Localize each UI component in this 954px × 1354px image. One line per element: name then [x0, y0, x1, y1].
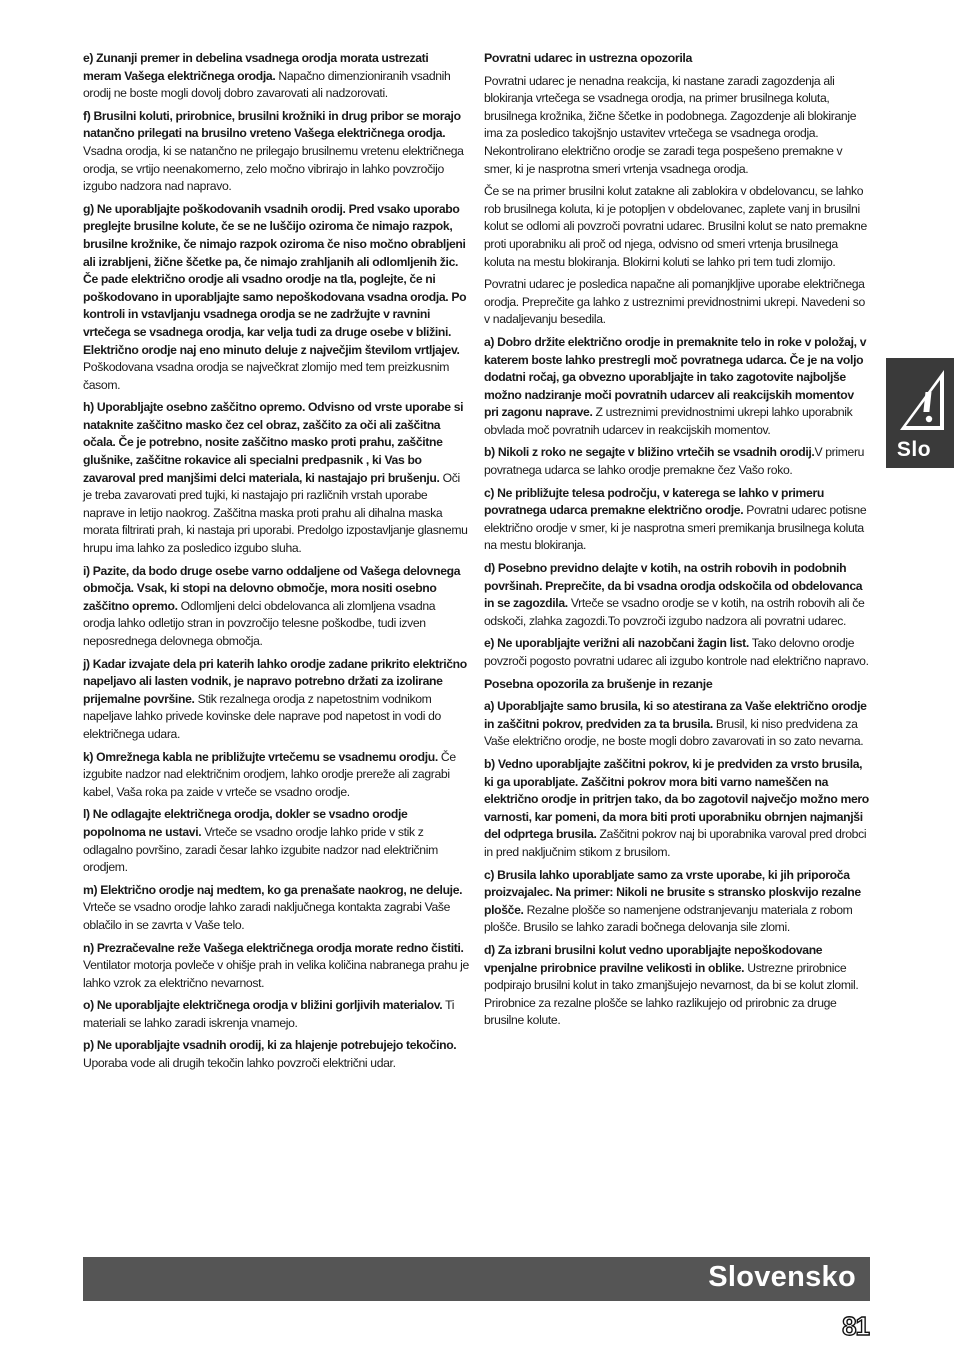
paragraph: [83, 656, 469, 744]
paragraph: [83, 749, 469, 802]
paragraph-bold-lead: a) Uporabljajte samo brusila, ki so atestirana za Vaše električno orodje in zaščitni pokrov, predviden za ta brusila.: [484, 699, 867, 731]
paragraph: [484, 73, 869, 179]
paragraph-text: Vsadna orodja, ki se natančno ne prilegajo brusilnemu vretenu električnega orodja, se vrtijo neenakomerno, zelo močno vibrirajo in lahko povzročijo izgubo nadzora nad napravo.: [83, 143, 464, 194]
paragraph: [83, 1037, 469, 1072]
paragraph-bold-lead: g) Ne uporabljajte poškodovanih vsadnih orodij. Pred vsako uporabo preglejte brusilne kolute, če se ne luščijo oziroma če nimajo razpok, brusilne krožnike, če nimajo razpok oziroma če niso močno obrabljeni ali izrabljeni, žične ščetke pa, če nimajo zrahljanih ali odlomljenih žic. Če pade električno orodje ali vsadno orodje na tla, poglejte, če ni poškodovano in uporabljajte samo nepoškodovana vsadna orodja. Po kontroli in vstavljanju vsadnega orodja se ne zadržujte v ravnini vrtečega se vsadnega orodja, kar velja tudi za druge osebe v bližini. Električno orodje naj eno minuto deluje z največjim številom vrtljajev.: [83, 201, 467, 357]
paragraph: [484, 334, 869, 440]
paragraph-text: Povratni udarec je nenadna reakcija, ki nastane zaradi zagozdenja ali blokiranja vrtečega se vsadnega orodja, na primer brusilnega koluta, brusilnega krožnika, žične ščetke in podobnega. Zagozdenje ali blokiranje ima za posledico takojšnjo ustavitev vrtečega se vsadnega orodja. Nekontrolirano električno orodje se zaradi tega pospešeno premakne v smer, ki je nasprotna smeri vrtenja vsadnega orodja.: [484, 73, 857, 176]
paragraph: [83, 563, 469, 651]
paragraph-text: Uporaba vode ali drugih tekočin lahko povzroči električni udar.: [83, 1056, 396, 1071]
paragraph-text: Rezalne plošče so namenjene odstranjevanju materiala z robom plošče. Brusilo se lahko zaradi bočnega delovanja sile zlomi.: [484, 902, 853, 935]
paragraph-bold-lead: n) Prezračevalne reže Vašega električnega orodja morate redno čistiti.: [83, 940, 464, 955]
paragraph: [484, 183, 869, 271]
paragraph: [484, 560, 869, 630]
paragraph-text: Vrteče se vsadno orodje lahko pride v stik z odlagalno površino, zaradi česar lahko izgubite nadzor nad električnim orodjem.: [83, 824, 438, 875]
paragraph-bold-lead: e) Ne uporabljajte verižni ali nazobčani žagin list.: [484, 636, 749, 651]
paragraph-text: Odlomljeni delci obdelovanca ali zlomljena vsadna orodja lahko odletijo stran in povzročijo telesne poškodbe, tudi izven neposrednega delovnega območja.: [83, 598, 436, 648]
paragraph-bold-lead: i) Pazite, da bodo druge osebe varno oddaljene od Vašega delovnega območja. Vsak, ki stopi na delovno območje, mora nositi osebno zaščitno opremo.: [83, 563, 461, 613]
paragraph-bold-lead: a) Dobro držite električno orodje in premaknite telo in roke v položaj, v katerem boste lahko prestregli moč povratnega udarca. Če je na voljo dodatni ročaj, ga obvezno uporabljajte in tako zagotovite najboljše možno nadziranje moči povratnih udarcev ali reakcijskih momentov pri zagonu naprave.: [484, 334, 867, 420]
paragraph-text: Brusil, ki niso predvidena za Vaše električno orodje, ne boste mogli dobro zavarovati in so zato nevarna.: [484, 716, 864, 749]
paragraph-text: Ventilator motorja povleče v ohišje prah in velika količina nabranega prahu je lahko vzrok za električno nevarnost.: [83, 958, 469, 990]
paragraph: [484, 635, 869, 670]
paragraph: [484, 444, 869, 479]
paragraph-bold-lead: d) Posebno previdno delajte v kotih, na ostrih robovih in podobnih površinah. Preprečite, da bi vsadna orodja odskočila od obdelovanca in se zagozdila.: [484, 561, 863, 611]
paragraph-text: Ustrezne prirobnice podpirajo brusilni kolut in tako zmanjšujejo nevarnost, da bi se kolut zlomil. Prirobnice za rezalne plošče se lahko razlikujejo od prirobnic za druge brusilne kolute.: [484, 960, 859, 1028]
paragraph-bold-lead: c) Ne približujte telesa področju, v katerega se lahko v primeru povratnega udarca premakne električno orodje.: [484, 485, 824, 518]
paragraph: [83, 399, 469, 557]
section-heading: Posebna opozorila za brušenje in rezanje: [484, 676, 713, 691]
paragraph-text: Tako delovno orodje povzroči pogosto povratni udarec ali izgubo kontrole nad električno napravo.: [484, 636, 869, 668]
language-tab-label: Slo: [896, 438, 932, 461]
left-column: [83, 50, 469, 1078]
paragraph-text: Poškodovana vsadna orodja se največkrat zlomijo med tem preizkusnim časom.: [83, 360, 450, 392]
paragraph-text: Zaščitni pokrov naj bi uporabnika varoval pred drobci in pred naključnim stikom z brusilom.: [484, 827, 867, 859]
paragraph-text: Vrteče se vsadno orodje se v kotih, na ostrih robovih ali če odskoči, zlahka zagozdi.To povzroči izgubo nadzora ali povratni udarec.: [484, 596, 865, 628]
paragraph: [484, 756, 869, 862]
paragraph-text: Ti materiali se lahko zaradi iskrenja vnamejo.: [83, 998, 455, 1030]
paragraph-text: Stik rezalnega orodja z napetostnim vodnikom napeljave lahko privede kovinske dele naprave pod napetost in vodi do električnega udara.: [83, 691, 441, 741]
paragraph-text: Povratni udarec potisne električno orodje v smer, ki je nasprotna smeri premikanja brusilnega koluta na mestu blokiranja.: [484, 503, 867, 553]
paragraph-text: Z ustreznimi previdnostnimi ukrepi lahko uporabnik obvlada moč povratnih udarcev in reakcijskih momentov.: [484, 405, 853, 437]
page-number: 81: [842, 1311, 869, 1341]
paragraph-text: Če izgubite nadzor nad električnim orodjem, lahko orodje prereže ali zagrabi kabel, Vaša roka pa zaide v vrteče se vsadno orodje.: [83, 749, 456, 799]
paragraph-bold-lead: h) Uporabljajte osebno zaščitno opremo. Odvisno od vrste uporabe si nataknite zaščitno masko čez cel obraz, zaščito za oči ali zaščitna očala. Če je potrebno, nosite zaščitno masko proti prahu, zaščitne glušnike, zaščitne rokavice ali specialni predpasnik , ki Vas bo zavaroval pred manjšimi delci materiala, ki nastajajo pri brušenju.: [83, 400, 464, 485]
paragraph: [83, 108, 469, 196]
paragraph-bold-lead: f) Brusilni koluti, prirobnice, brusilni krožniki in drug pribor se morajo natančno prilegati na brusilno vreteno Vašega električnega orodja.: [83, 108, 461, 141]
paragraph: [83, 940, 469, 993]
footer-bar: [83, 1257, 870, 1301]
warning-triangle-icon: [896, 368, 946, 432]
footer-language: Slovensko: [708, 1261, 856, 1293]
paragraph-bold-lead: k) Omrežnega kabla ne približujte vrtečemu se vsadnemu orodju.: [83, 749, 438, 764]
paragraph: [83, 882, 469, 935]
paragraph-bold-lead: p) Ne uporabljajte vsadnih orodij, ki za hlajenje potrebujejo tekočino.: [83, 1038, 457, 1053]
paragraph-bold-lead: j) Kadar izvajate dela pri katerih lahko orodje zadane prikrito električno napeljavo ali lasten vodnik, je napravo potrebno držati za izolirane prijemalne površine.: [83, 656, 467, 706]
paragraph-bold-lead: b) Vedno uporabljajte zaščitni pokrov, ki je predviden za vrsto brusila, ki ga uporabljate. Zaščitni pokrov mora biti varno nameščen na električno orodje in pritrjen tako, da bo zagotovil največjo možno mero varnosti, kar pomeni, da mora biti proti uporabniku obrnjen najmanjši del odprtega brusila.: [484, 756, 869, 842]
paragraph-text: Če se na primer brusilni kolut zatakne ali zablokira v obdelovancu, se lahko rob brusilnega koluta, ki je potopljen v obdelovanec, zaplete vanj in brusilni kolut se odlomi ali povzroči povratni udarec. Brusilni kolut se nato premakne proti uporabniku ali proč od njega, odvisno od smeri vrtenja brusilnega koluta na mestu blokiranja. Blokirni koluti se lahko pri tem tudi zlomijo.: [484, 184, 867, 269]
paragraph-text: V primeru povratnega udarca se lahko orodje premakne čez Vašo roko.: [484, 445, 865, 478]
paragraph: [83, 50, 469, 103]
paragraph: [83, 201, 469, 395]
paragraph: [484, 942, 869, 1030]
section-heading: Povratni udarec in ustrezna opozorila: [484, 51, 693, 65]
paragraph-bold-lead: e) Zunanji premer in debelina vsadnega orodja morata ustrezati meram Vašega električnega orodja.: [83, 51, 429, 83]
paragraph-bold-lead: b) Nikoli z roko ne segajte v bližino vrtečih se vsadnih orodij.: [484, 445, 815, 460]
paragraph: [484, 276, 869, 329]
paragraph: [83, 997, 469, 1032]
right-column: [484, 50, 869, 1035]
paragraph: [83, 806, 469, 876]
side-tab: [886, 358, 954, 468]
paragraph-text: Napačno dimenzioniranih vsadnih orodij ne boste mogli dovolj dobro zavarovati ali nadzorovati.: [83, 68, 451, 101]
paragraph-text: Povratni udarec je posledica napačne ali pomanjkljive uporabe električnega orodja. Preprečite ga lahko z ustreznimi previdnostnimi ukrepi. Navedeni so v nadaljevanju besedila.: [484, 277, 865, 327]
paragraph-bold-lead: o) Ne uporabljajte električnega orodja v bližini gorljivih materialov.: [83, 998, 443, 1013]
paragraph: [484, 867, 869, 937]
paragraph: [484, 485, 869, 555]
paragraph-text: Vrteče se vsadno orodje lahko zaradi naključnega kontakta zagrabi Vaše oblačilo in se zavrta v Vaše telo.: [83, 900, 451, 932]
paragraph-bold-lead: d) Za izbrani brusilni kolut vedno uporabljajte nepoškodovane vpenjalne prirobnice pravilne velikosti in oblike.: [484, 942, 823, 975]
paragraph-bold-lead: m) Električno orodje naj medtem, ko ga prenašate naokrog, ne deluje.: [83, 882, 463, 897]
paragraph-bold-lead: c) Brusila lahko uporabljate samo za vrste uporabe, ki jih priporoča proizvajalec. Na primer: Nikoli ne brusite s stransko ploskvijo rezalne plošče.: [484, 867, 861, 917]
paragraph-text: Oči je treba zavarovati pred tujki, ki nastajajo pri različnih vrstah uporabe naprave in letijo naokrog. Zaščitna maska proti prahu ali dihalna maska morata filtrirati prah, ki nastaja pri uporabi. Predolgo izpostavljanje glasnemu hrupu ima lahko za posledico izgubo sluha.: [83, 470, 468, 556]
paragraph-bold-lead: l) Ne odlagajte električnega orodja, dokler se vsadno orodje popolnoma ne ustavi.: [83, 807, 408, 839]
paragraph: [484, 698, 869, 751]
